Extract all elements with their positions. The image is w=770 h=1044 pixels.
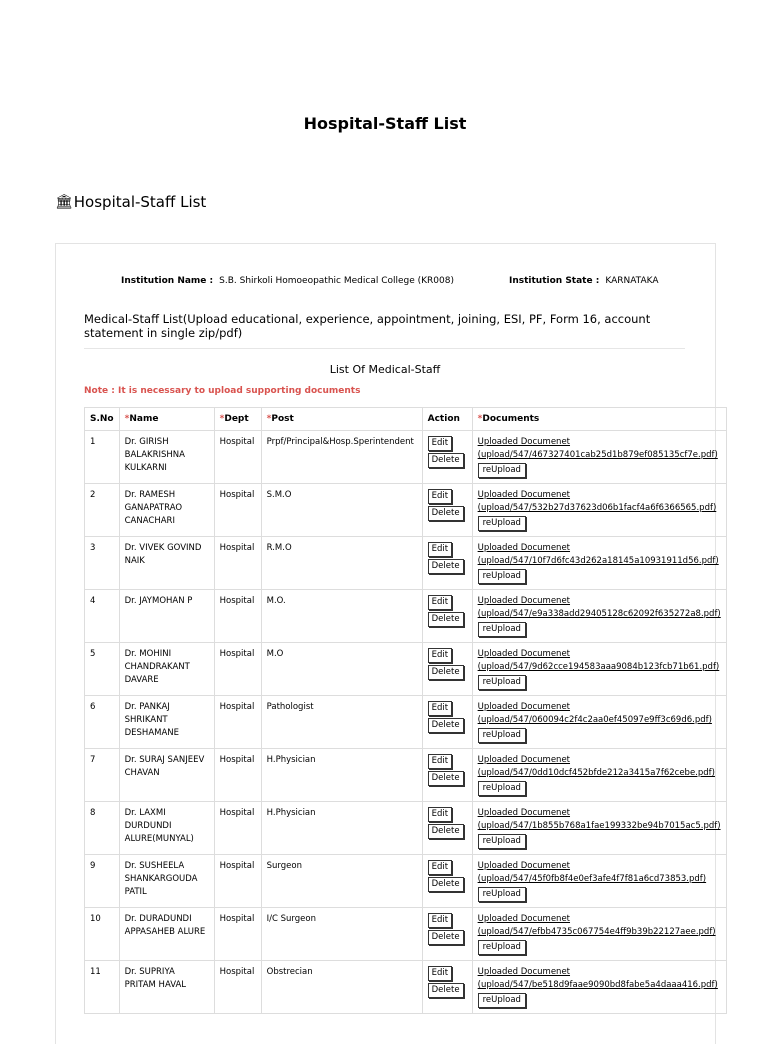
uploaded-document-link[interactable]: Uploaded Documenet	[477, 914, 571, 924]
cell-dept: Hospital	[214, 431, 261, 484]
cell-sno: 10	[85, 908, 120, 961]
table-row	[85, 802, 727, 855]
institution-name-value: S.B. Shirkoli Homoeopathic Medical College (KR008)	[219, 276, 454, 286]
cell-post: H.Physician	[261, 802, 422, 855]
cell-sno: 9	[85, 855, 120, 908]
header-documents	[472, 408, 726, 431]
cell-post: Prpf/Principal&Hosp.Sperintendent	[261, 431, 422, 484]
cell-documents	[472, 961, 726, 1014]
cell-dept: Hospital	[214, 802, 261, 855]
cell-dept: Hospital	[214, 590, 261, 643]
edit-button[interactable]: Edit	[428, 966, 452, 981]
cell-sno: 7	[85, 749, 120, 802]
cell-dept: Hospital	[214, 484, 261, 537]
institution-name-label: Institution Name :	[121, 276, 214, 286]
header-name	[119, 408, 214, 431]
staff-table	[84, 407, 727, 1014]
cell-post: Surgeon	[261, 855, 422, 908]
cell-action	[422, 537, 472, 590]
delete-button[interactable]: Delete	[428, 983, 464, 998]
table-row	[85, 537, 727, 590]
reupload-button[interactable]: reUpload	[478, 675, 526, 690]
institution-state	[509, 276, 659, 286]
edit-button[interactable]: Edit	[428, 913, 452, 928]
uploaded-document-link[interactable]: Uploaded Documenet	[477, 437, 571, 447]
section-title-text: Hospital-Staff List	[73, 193, 207, 211]
edit-button[interactable]: Edit	[428, 701, 452, 716]
table-row	[85, 961, 727, 1014]
cell-name: Dr. SUSHEELA SHANKARGOUDA PATIL	[119, 855, 214, 908]
uploaded-document-link[interactable]: Uploaded Documenet	[477, 702, 571, 712]
reupload-button[interactable]: reUpload	[478, 781, 526, 796]
document-path-link[interactable]: (upload/547/10f7d6fc43d262a18145a10931911d56.pdf)	[477, 556, 719, 566]
cell-dept: Hospital	[214, 961, 261, 1014]
cell-post: I/C Surgeon	[261, 908, 422, 961]
header-sno: S.No	[85, 408, 120, 431]
cell-action	[422, 802, 472, 855]
table-row	[85, 484, 727, 537]
edit-button[interactable]: Edit	[428, 542, 452, 557]
document-path-link[interactable]: (upload/547/be518d9faae9090bd8fabe5a4daaa416.pdf)	[477, 980, 718, 990]
staff-description: Medical-Staff List(Upload educational, experience, appointment, joining, ESI, PF, Form 16, account statement in single zip/pdf)	[84, 312, 651, 340]
list-title: List Of Medical-Staff	[329, 363, 441, 376]
cell-name: Dr. VIVEK GOVIND NAIK	[119, 537, 214, 590]
cell-dept: Hospital	[214, 537, 261, 590]
uploaded-document-link[interactable]: Uploaded Documenet	[477, 543, 571, 553]
cell-sno: 1	[85, 431, 120, 484]
cell-name: Dr. PANKAJ SHRIKANT DESHAMANE	[119, 696, 214, 749]
cell-post: M.O.	[261, 590, 422, 643]
upload-note: Note : It is necessary to upload supporting documents	[84, 386, 361, 396]
cell-action	[422, 855, 472, 908]
cell-post: Pathologist	[261, 696, 422, 749]
delete-button[interactable]: Delete	[428, 612, 464, 627]
uploaded-document-link[interactable]: Uploaded Documenet	[477, 967, 571, 977]
cell-documents	[472, 643, 726, 696]
cell-dept: Hospital	[214, 749, 261, 802]
table-row	[85, 696, 727, 749]
cell-dept: Hospital	[214, 855, 261, 908]
cell-sno: 3	[85, 537, 120, 590]
cell-name: Dr. JAYMOHAN P	[119, 590, 214, 643]
cell-documents	[472, 431, 726, 484]
document-path-link[interactable]: (upload/547/e9a338add29405128c62092f635272a8.pdf)	[477, 609, 721, 619]
edit-button[interactable]: Edit	[428, 807, 452, 822]
cell-documents	[472, 537, 726, 590]
cell-dept: Hospital	[214, 908, 261, 961]
delete-button[interactable]: Delete	[428, 771, 464, 786]
delete-button[interactable]: Delete	[428, 930, 464, 945]
cell-documents	[472, 908, 726, 961]
cell-action	[422, 484, 472, 537]
reupload-button[interactable]: reUpload	[478, 887, 526, 902]
uploaded-document-link[interactable]: Uploaded Documenet	[477, 490, 571, 500]
table-row	[85, 855, 727, 908]
cell-post: H.Physician	[261, 749, 422, 802]
reupload-button[interactable]: reUpload	[478, 622, 526, 637]
cell-documents	[472, 749, 726, 802]
delete-button[interactable]: Delete	[428, 506, 464, 521]
cell-documents	[472, 802, 726, 855]
edit-button[interactable]: Edit	[428, 754, 452, 769]
cell-sno: 8	[85, 802, 120, 855]
cell-action	[422, 696, 472, 749]
reupload-button[interactable]: reUpload	[478, 516, 526, 531]
reupload-button[interactable]: reUpload	[478, 940, 526, 955]
cell-documents	[472, 696, 726, 749]
uploaded-document-link[interactable]: Uploaded Documenet	[477, 649, 571, 659]
table-row	[85, 431, 727, 484]
cell-post: R.M.O	[261, 537, 422, 590]
cell-post: Obstrecian	[261, 961, 422, 1014]
cell-sno: 4	[85, 590, 120, 643]
section-title	[55, 193, 206, 211]
uploaded-document-link[interactable]: Uploaded Documenet	[477, 755, 571, 765]
cell-post: S.M.O	[261, 484, 422, 537]
cell-action	[422, 749, 472, 802]
table-row	[85, 908, 727, 961]
cell-name: Dr. SUPRIYA PRITAM HAVAL	[119, 961, 214, 1014]
edit-button[interactable]: Edit	[428, 436, 452, 451]
cell-dept: Hospital	[214, 643, 261, 696]
required-mark: *	[124, 414, 130, 424]
required-mark: *	[266, 414, 272, 424]
reupload-button[interactable]: reUpload	[478, 993, 526, 1008]
table-row	[85, 590, 727, 643]
institution-icon: 🏛	[55, 194, 73, 210]
cell-sno: 5	[85, 643, 120, 696]
uploaded-document-link[interactable]: Uploaded Documenet	[477, 808, 571, 818]
divider	[84, 348, 685, 349]
uploaded-document-link[interactable]: Uploaded Documenet	[477, 596, 571, 606]
delete-button[interactable]: Delete	[428, 718, 464, 733]
reupload-button[interactable]: reUpload	[478, 463, 526, 478]
header-post-label: Post	[271, 414, 294, 424]
edit-button[interactable]: Edit	[428, 648, 452, 663]
table-row	[85, 643, 727, 696]
cell-action	[422, 590, 472, 643]
cell-dept: Hospital	[214, 696, 261, 749]
reupload-button[interactable]: reUpload	[478, 569, 526, 584]
document-path-link[interactable]: (upload/547/1b855b768a1fae199332be94b7015ac5.pdf)	[477, 821, 721, 831]
edit-button[interactable]: Edit	[428, 489, 452, 504]
cell-name: Dr. SURAJ SANJEEV CHAVAN	[119, 749, 214, 802]
page-title: Hospital-Staff List	[303, 114, 467, 133]
uploaded-document-link[interactable]: Uploaded Documenet	[477, 861, 571, 871]
cell-name: Dr. LAXMI DURDUNDI ALURE(MUNYAL)	[119, 802, 214, 855]
reupload-button[interactable]: reUpload	[478, 728, 526, 743]
cell-documents	[472, 855, 726, 908]
cell-post: M.O	[261, 643, 422, 696]
institution-state-label: Institution State :	[509, 276, 600, 286]
required-mark: *	[219, 414, 225, 424]
reupload-button[interactable]: reUpload	[478, 834, 526, 849]
document-path-link[interactable]: (upload/547/060094c2f4c2aa0ef45097e9ff3c69d6.pdf)	[477, 715, 712, 725]
header-documents-label: Documents	[482, 414, 540, 424]
cell-documents	[472, 590, 726, 643]
cell-documents	[472, 484, 726, 537]
header-action: Action	[422, 408, 472, 431]
document-path-link[interactable]: (upload/547/9d62cce194583aaa9084b123fcb71b61.pdf)	[477, 662, 720, 672]
delete-button[interactable]: Delete	[428, 559, 464, 574]
document-path-link[interactable]: (upload/547/efbb4735c067754e4ff9b39b22127aee.pdf)	[477, 927, 716, 937]
cell-action	[422, 643, 472, 696]
institution-name	[121, 276, 454, 286]
cell-sno: 6	[85, 696, 120, 749]
cell-action	[422, 431, 472, 484]
delete-button[interactable]: Delete	[428, 665, 464, 680]
cell-name: Dr. RAMESH GANAPATRAO CANACHARI	[119, 484, 214, 537]
institution-state-value: KARNATAKA	[605, 276, 659, 286]
cell-action	[422, 961, 472, 1014]
cell-name: Dr. GIRISH BALAKRISHNA KULKARNI	[119, 431, 214, 484]
table-row	[85, 749, 727, 802]
header-dept	[214, 408, 261, 431]
header-post	[261, 408, 422, 431]
header-dept-label: Dept	[224, 414, 249, 424]
edit-button[interactable]: Edit	[428, 860, 452, 875]
required-mark: *	[477, 414, 483, 424]
delete-button[interactable]: Delete	[428, 824, 464, 839]
table-header-row	[85, 408, 727, 431]
cell-action	[422, 908, 472, 961]
document-path-link[interactable]: (upload/547/0dd10dcf452bfde212a3415a7f62cebe.pdf)	[477, 768, 715, 778]
document-path-link[interactable]: (upload/547/467327401cab25d1b879ef085135cf7e.pdf)	[477, 450, 718, 460]
header-name-label: Name	[129, 414, 159, 424]
cell-sno: 11	[85, 961, 120, 1014]
cell-name: Dr. DURADUNDI APPASAHEB ALURE	[119, 908, 214, 961]
delete-button[interactable]: Delete	[428, 877, 464, 892]
cell-sno: 2	[85, 484, 120, 537]
document-path-link[interactable]: (upload/547/45f0fb8f4e0ef3afe4f7f81a6cd73853.pdf)	[477, 874, 707, 884]
cell-name: Dr. MOHINI CHANDRAKANT DAVARE	[119, 643, 214, 696]
document-path-link[interactable]: (upload/547/532b27d37623d06b1facf4a6f6366565.pdf)	[477, 503, 717, 513]
edit-button[interactable]: Edit	[428, 595, 452, 610]
delete-button[interactable]: Delete	[428, 453, 464, 468]
